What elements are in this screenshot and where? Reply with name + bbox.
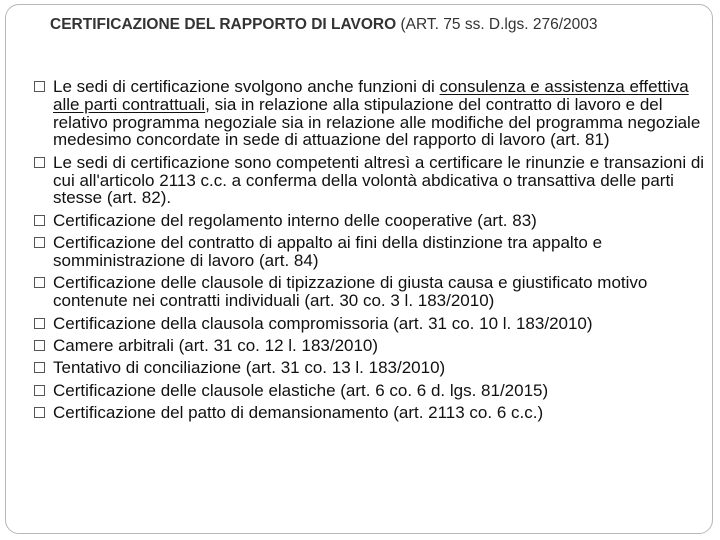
bullet-item	[34, 78, 706, 149]
square-bullet-icon	[34, 277, 45, 288]
bullet-text: Certificazione del contratto di appalto ai fini della distinzione tra appalto e somministrazione di lavoro (art. 84)	[53, 233, 603, 270]
square-bullet-icon	[34, 81, 45, 92]
bullet-item	[34, 212, 706, 230]
slide-title-bold: CERTIFICAZIONE DEL RAPPORTO DI LAVORO	[50, 16, 397, 33]
square-bullet-icon	[34, 407, 45, 418]
bullet-text: Certificazione del regolamento interno delle cooperative (art. 83)	[53, 210, 537, 230]
bullet-item	[34, 382, 706, 400]
bullet-text: Camere arbitrali (art. 31 co. 12 l. 183/2010)	[53, 335, 379, 355]
square-bullet-icon	[34, 157, 45, 168]
bullet-item	[34, 315, 706, 333]
bullet-text: Certificazione della clausola compromissoria (art. 31 co. 10 l. 183/2010)	[53, 313, 593, 333]
square-bullet-icon	[34, 385, 45, 396]
bullet-item	[34, 154, 706, 207]
bullet-text: Certificazione del patto di demansionamento (art. 2113 co. 6 c.c.)	[53, 403, 544, 423]
bullet-text: , sia in relazione alla stipulazione del contratto di lavoro e del relativo programma negoziale sia in relazione alle modifiche del programma negoziale medesimo concordate in sede di attuazione del rapporto di lavoro (art. 81)	[53, 94, 701, 150]
bullet-item	[34, 234, 706, 270]
bullet-text: Tentativo di conciliazione (art. 31 co. 13 l. 183/2010)	[53, 358, 446, 378]
bullet-item	[34, 274, 706, 310]
bullet-text: Certificazione delle clausole di tipizzazione di giusta causa e giustificato motivo contenute nei contratti individuali (art. 30 co. 3 l. 183/2010)	[53, 273, 648, 311]
bullet-text: Le sedi di certificazione sono competenti altresì a certificare le rinunzie e transazioni di cui all'articolo 2113 c.c. a conferma della volontà abdicativa o transattiva delle parti stesse (art. 82).	[53, 152, 705, 208]
square-bullet-icon	[34, 318, 45, 329]
bullet-text-underlined: consulenza e assistenza effettiva alle parti contrattuali	[53, 77, 689, 114]
bullet-item	[34, 337, 706, 355]
bullet-text: Le sedi di certificazione svolgono anche funzioni di	[53, 77, 440, 96]
bullet-item	[34, 359, 706, 377]
slide-title-reference: (ART. 75 ss. D.lgs. 276/2003	[396, 16, 598, 33]
bullet-list	[34, 78, 706, 426]
square-bullet-icon	[34, 362, 45, 373]
square-bullet-icon	[34, 340, 45, 351]
slide-title	[50, 13, 650, 36]
bullet-text: Certificazione delle clausole elastiche (art. 6 co. 6 d. lgs. 81/2015)	[53, 380, 549, 400]
square-bullet-icon	[34, 237, 45, 248]
bullet-item	[34, 404, 706, 422]
square-bullet-icon	[34, 215, 45, 226]
